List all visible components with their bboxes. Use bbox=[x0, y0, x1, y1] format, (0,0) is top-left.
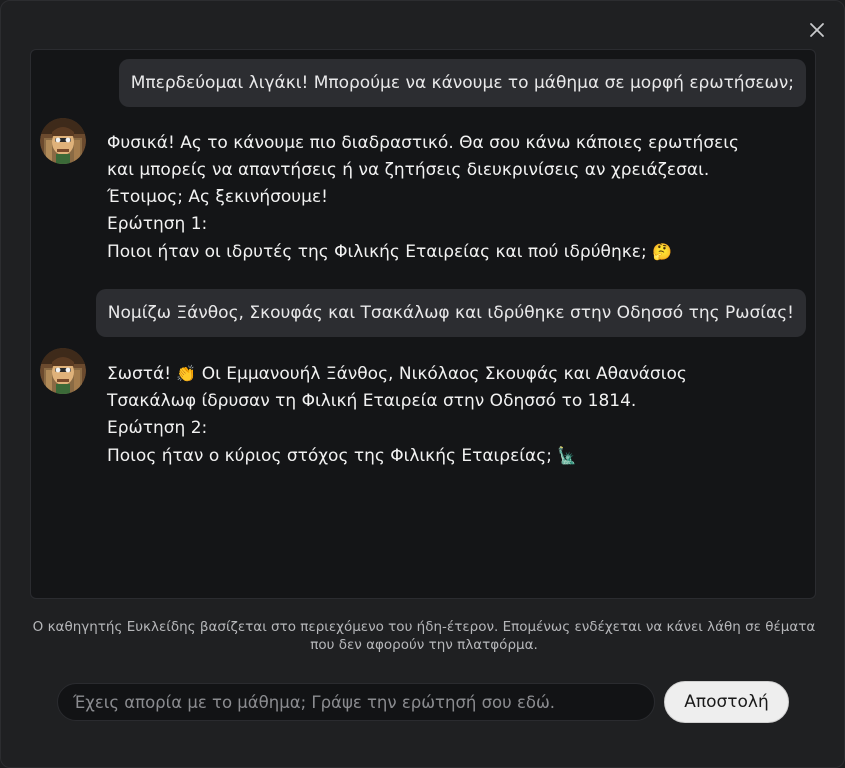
thinking-face-icon: 🤔 bbox=[652, 242, 672, 261]
close-button[interactable] bbox=[806, 19, 828, 41]
teacher-avatar bbox=[40, 118, 86, 164]
message-line: Τσακάλωφ ίδρυσαν τη Φιλική Εταιρεία στην Οδησσό το 1814. bbox=[107, 391, 637, 411]
message-line bbox=[107, 360, 747, 388]
send-button[interactable]: Αποστολή bbox=[664, 681, 789, 723]
user-message bbox=[119, 59, 806, 107]
message-line-start: Σωστά! bbox=[107, 364, 172, 384]
assistant-message-text bbox=[107, 130, 747, 266]
assistant-message-text bbox=[107, 360, 747, 470]
message-line: Φυσικά! Ας το κάνουμε πιο διαδραστικό. Θα σου κάνω κάποιες ερωτήσεις bbox=[107, 133, 740, 153]
close-icon bbox=[806, 19, 828, 41]
user-message-text: Νομίζω Ξάνθος, Σκουφάς και Τσακάλωφ και ιδρύθηκε στην Οδησσό της Ρωσίας! bbox=[107, 303, 794, 323]
user-message-text: Μπερδεύομαι λιγάκι! Μπορούμε να κάνουμε το μάθημα σε μορφή ερωτήσεων; bbox=[130, 73, 794, 93]
user-message bbox=[96, 289, 806, 337]
disclaimer bbox=[31, 618, 817, 654]
statue-of-liberty-icon: 🗽 bbox=[557, 446, 578, 465]
message-line: Ερώτηση 2: bbox=[107, 418, 208, 438]
message-line bbox=[107, 238, 747, 266]
clapping-hands-icon: 👏 bbox=[176, 364, 197, 383]
question-input-wrapper bbox=[57, 683, 655, 721]
teacher-avatar bbox=[40, 348, 86, 394]
chat-history[interactable] bbox=[30, 49, 816, 599]
message-line bbox=[107, 442, 747, 470]
disclaimer-line: Ο καθηγητής Ευκλείδης βασίζεται στο περιεχόμενο του ήδη-έτερον. Επομένως ενδέχεται να κάνει λάθη σε θέματα bbox=[32, 619, 816, 635]
disclaimer-line: που δεν αφορούν την πλατφόρμα. bbox=[310, 637, 538, 653]
message-line: και μπορείς να απαντήσεις ή να ζητήσεις διευκρινίσεις αν χρειάζεσαι. bbox=[107, 160, 710, 180]
question-text: Ποιοι ήταν οι ιδρυτές της Φιλικής Εταιρείας και πού ιδρύθηκε; bbox=[107, 242, 647, 262]
question-input[interactable] bbox=[58, 684, 654, 720]
question-text: Ποιος ήταν ο κύριος στόχος της Φιλικής Εταιρείας; bbox=[107, 446, 552, 466]
message-line: Έτοιμος; Ας ξεκινήσουμε! bbox=[107, 187, 328, 207]
message-line: Ερώτηση 1: bbox=[107, 214, 208, 234]
message-line-rest: Οι Εμμανουήλ Ξάνθος, Νικόλαος Σκουφάς και Αθανάσιος bbox=[201, 364, 687, 384]
